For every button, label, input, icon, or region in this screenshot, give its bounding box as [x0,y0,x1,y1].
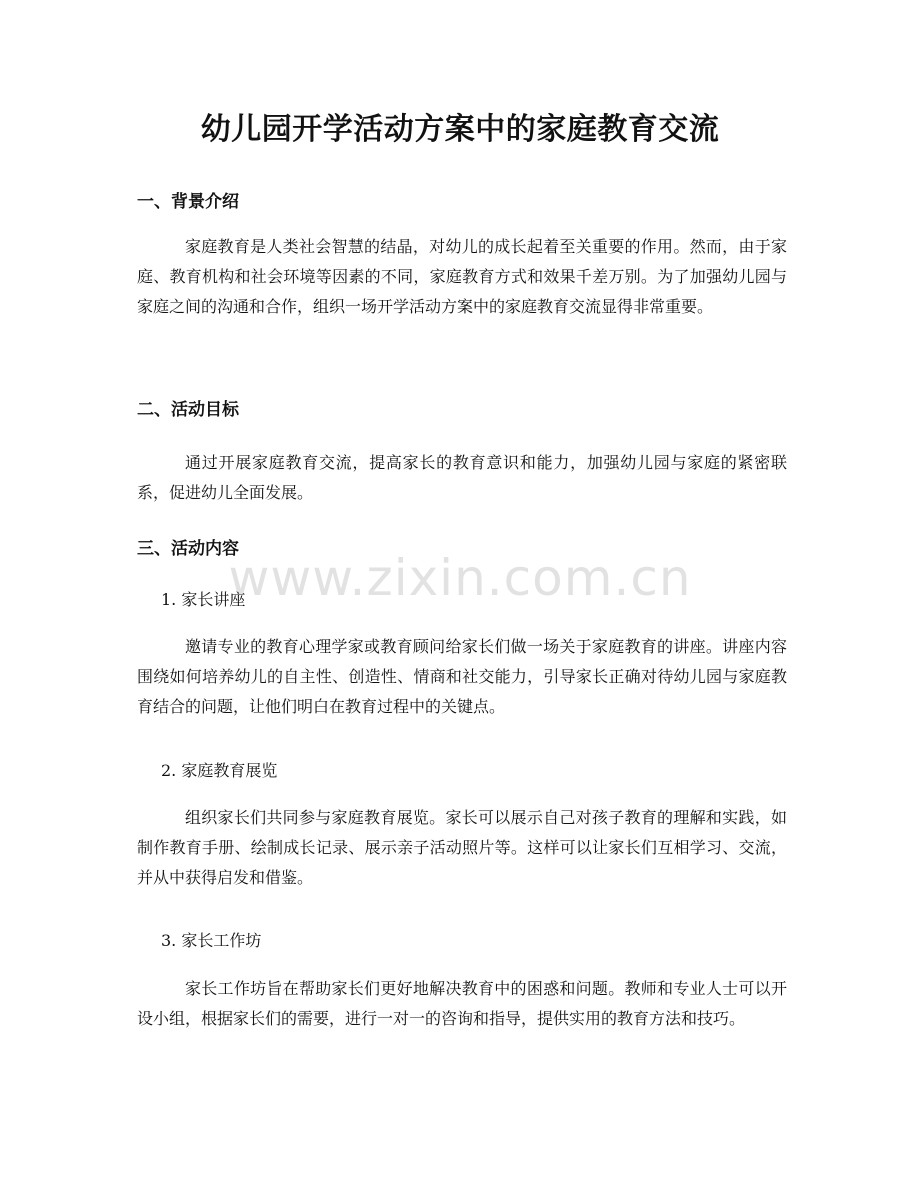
paragraph-parent-lecture: 邀请专业的教育心理学家或教育顾问给家长们做一场关于家庭教育的讲座。讲座内容围绕如何培养幼儿的自主性、创造性、情商和社交能力，引导家长正确对待幼儿园与家庭教育结合的问题，让他们明白在教育过程中的关键点。 [137,637,787,716]
list-item-label-family-exhibition: 2. 家庭教育展览 [161,761,278,780]
section-heading-content: 三、活动内容 [137,539,239,559]
list-item-label-parent-lecture: 1. 家长讲座 [161,590,246,609]
paragraph-parent-workshop: 家长工作坊旨在帮助家长们更好地解决教育中的困惑和问题。教师和专业人士可以开设小组，根据家长们的需要，进行一对一的咨询和指导，提供实用的教育方法和技巧。 [137,979,787,1028]
paragraph-family-exhibition: 组织家长们共同参与家庭教育展览。家长可以展示自己对孩子教育的理解和实践，如制作教育手册、绘制成长记录、展示亲子活动照片等。这样可以让家长们互相学习、交流，并从中获得启发和借鉴。 [137,808,787,887]
paragraph-goals: 通过开展家庭教育交流，提高家长的教育意识和能力，加强幼儿园与家庭的紧密联系，促进幼儿全面发展。 [137,453,787,502]
section-heading-background: 一、背景介绍 [137,192,239,212]
list-item-label-parent-workshop: 3. 家长工作坊 [161,931,262,950]
document-title: 幼儿园开学活动方案中的家庭教育交流 [200,112,720,147]
watermark-text: www.zixin.com.cn [228,549,692,607]
section-heading-goals: 二、活动目标 [137,400,239,420]
paragraph-background: 家庭教育是人类社会智慧的结晶，对幼儿的成长起着至关重要的作用。然而，由于家庭、教育机构和社会环境等因素的不同，家庭教育方式和效果千差万别。为了加强幼儿园与家庭之间的沟通和合作，组织一场开学活动方案中的家庭教育交流显得非常重要。 [137,237,787,316]
